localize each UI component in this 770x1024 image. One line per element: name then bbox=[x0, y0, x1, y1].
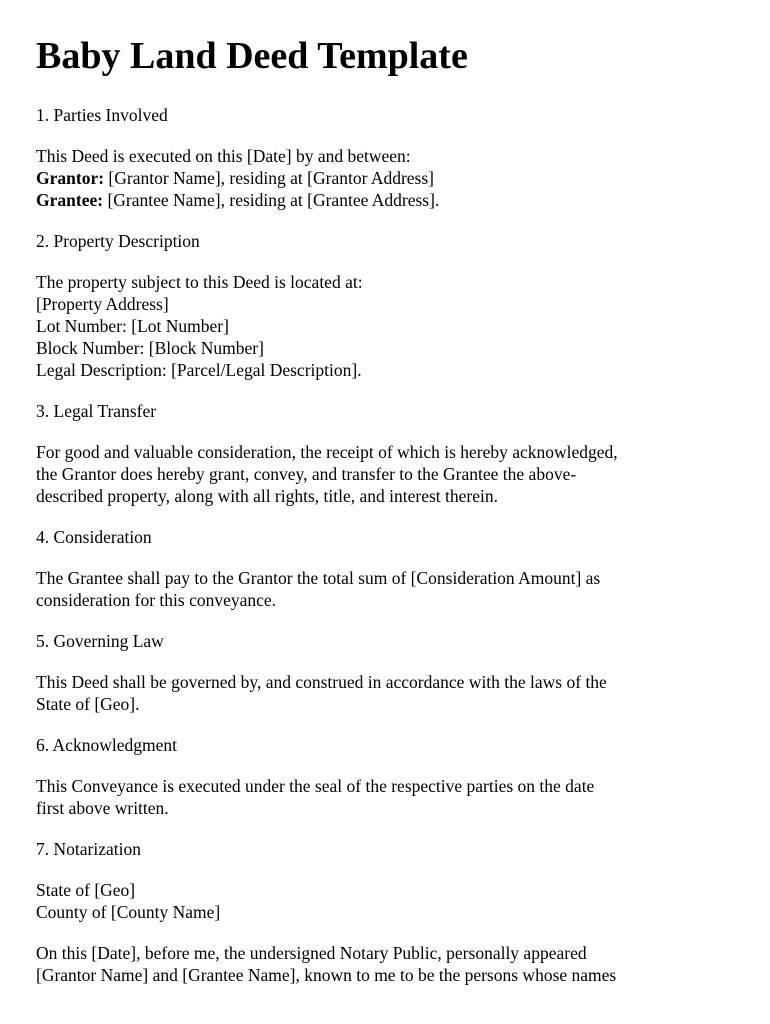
transfer-line: the Grantor does hereby grant, convey, and transfer to the Grantee the above- bbox=[36, 464, 577, 484]
consideration-paragraph bbox=[36, 567, 736, 611]
governing-law-line: This Deed shall be governed by, and construed in accordance with the laws of the bbox=[36, 672, 607, 692]
grantor-line bbox=[36, 167, 736, 189]
acknowledgment-line: This Conveyance is executed under the seal of the respective parties on the date bbox=[36, 776, 595, 796]
section-heading-consideration: 4. Consideration bbox=[36, 527, 152, 547]
document-body bbox=[36, 104, 736, 1005]
notarization-location bbox=[36, 879, 736, 923]
section-heading-parties: 1. Parties Involved bbox=[36, 105, 168, 125]
grantee-text: [Grantee Name], residing at [Grantee Address]. bbox=[103, 190, 440, 210]
property-address-line: [Property Address] bbox=[36, 294, 169, 314]
grantee-label: Grantee: bbox=[36, 190, 104, 210]
acknowledgment-line: first above written. bbox=[36, 798, 169, 818]
governing-law-line: State of [Geo]. bbox=[36, 694, 140, 714]
section-heading-acknowledgment: 6. Acknowledgment bbox=[36, 735, 177, 755]
consideration-line: consideration for this conveyance. bbox=[36, 590, 277, 610]
grantee-line bbox=[36, 189, 736, 211]
section-heading-transfer: 3. Legal Transfer bbox=[36, 401, 157, 421]
notary-county-line: County of [County Name] bbox=[36, 902, 221, 922]
notarization-line: [Grantor Name] and [Grantee Name], known to me to be the persons whose names bbox=[36, 965, 617, 985]
section-heading-notarization: 7. Notarization bbox=[36, 839, 141, 859]
consideration-line: The Grantee shall pay to the Grantor the total sum of [Consideration Amount] as bbox=[36, 568, 601, 588]
grantor-label: Grantor: bbox=[36, 168, 105, 188]
grantor-text: [Grantor Name], residing at [Grantor Address] bbox=[104, 168, 435, 188]
parties-paragraph bbox=[36, 145, 736, 211]
governing-law-paragraph bbox=[36, 671, 736, 715]
section-heading-property: 2. Property Description bbox=[36, 231, 200, 251]
notarization-paragraph bbox=[36, 942, 736, 986]
parties-intro: This Deed is executed on this [Date] by and between: bbox=[36, 146, 411, 166]
notary-state-line: State of [Geo] bbox=[36, 880, 136, 900]
block-number-line: Block Number: [Block Number] bbox=[36, 338, 264, 358]
notarization-line: On this [Date], before me, the undersigned Notary Public, personally appeared bbox=[36, 943, 587, 963]
property-paragraph bbox=[36, 271, 736, 381]
document-title: Baby Land Deed Template bbox=[36, 35, 468, 77]
lot-number-line: Lot Number: [Lot Number] bbox=[36, 316, 229, 336]
transfer-line: described property, along with all rights, title, and interest therein. bbox=[36, 486, 498, 506]
transfer-paragraph bbox=[36, 441, 736, 507]
acknowledgment-paragraph bbox=[36, 775, 736, 819]
property-line: The property subject to this Deed is located at: bbox=[36, 272, 363, 292]
legal-description-line: Legal Description: [Parcel/Legal Description]. bbox=[36, 360, 362, 380]
section-heading-governing-law: 5. Governing Law bbox=[36, 631, 164, 651]
transfer-line: For good and valuable consideration, the receipt of which is hereby acknowledged, bbox=[36, 442, 618, 462]
